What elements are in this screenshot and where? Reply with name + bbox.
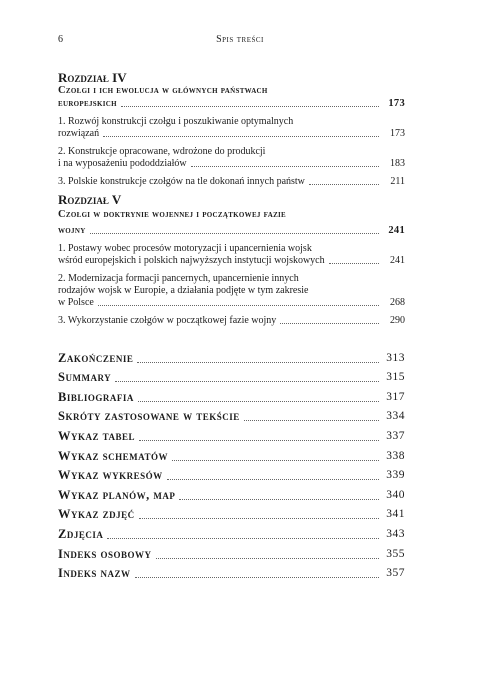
leader-dots (137, 362, 379, 363)
leader-dots (90, 233, 379, 234)
chapter-4-section-2[interactable] (58, 146, 405, 170)
back-matter-page: 339 (386, 469, 405, 482)
back-matter-page: 338 (386, 449, 405, 462)
section-entry (58, 128, 405, 140)
leader-dots (172, 460, 379, 461)
section-page: 183 (390, 158, 405, 169)
leader-dots (135, 577, 380, 578)
section-entry (58, 158, 405, 170)
section-page: 173 (390, 128, 405, 139)
section-line: wśród europejskich i polskich najwyższych instytucji wojskowych (58, 255, 325, 266)
back-matter-title: Wykaz zdjęć (58, 507, 135, 522)
back-matter-page: 340 (386, 488, 405, 501)
section-line: 1. Rozwój konstrukcji czołgu i poszukiwanie optymalnych (58, 116, 294, 127)
section-line: w Polsce (58, 297, 94, 308)
back-matter-item[interactable] (58, 429, 405, 444)
chapter-4-section-3[interactable] (58, 176, 405, 188)
leader-dots (139, 440, 379, 441)
leader-dots (280, 323, 379, 324)
back-matter-item[interactable] (58, 370, 405, 385)
section-page: 211 (390, 176, 405, 187)
chapter-5-title[interactable] (58, 209, 405, 237)
leader-dots (244, 420, 379, 421)
chapter-4-section-1[interactable] (58, 116, 405, 140)
back-matter-title: Indeks osobowy (58, 546, 152, 561)
back-matter-page: 337 (386, 429, 405, 442)
section-page: 290 (390, 315, 405, 326)
section-line: rozwiązań (58, 128, 100, 139)
back-matter-item[interactable] (58, 390, 405, 405)
back-matter-page: 341 (386, 508, 405, 521)
chapter-4-label: Rozdział IV (58, 70, 127, 85)
back-matter-title: Wykaz planów, map (58, 487, 176, 502)
page-number: 6 (58, 34, 63, 45)
leader-dots (103, 136, 379, 137)
back-matter-title: Indeks nazw (58, 566, 131, 581)
back-matter-title: Wykaz schematów (58, 448, 168, 463)
back-matter-item[interactable] (58, 547, 405, 562)
back-matter-title: Skróty zastosowane w tekście (58, 409, 240, 424)
back-matter-item[interactable] (58, 488, 405, 503)
leader-dots (121, 106, 379, 107)
table-of-contents (58, 70, 405, 581)
leader-dots (139, 518, 379, 519)
section-line: 3. Polskie konstrukcje czołgów na tle dokonań innych państw (58, 176, 305, 187)
chapter-5-section-1[interactable] (58, 243, 405, 267)
section-entry (58, 315, 405, 327)
leader-dots (98, 305, 379, 306)
chapter-4-page: 173 (388, 97, 405, 109)
back-matter-page: 357 (386, 567, 405, 580)
back-matter-page: 343 (386, 527, 405, 540)
leader-dots (167, 479, 379, 480)
back-matter-title: Bibliografia (58, 389, 134, 404)
back-matter-item[interactable] (58, 351, 405, 366)
back-matter-title: Zakończenie (58, 350, 134, 365)
section-line: 2. Konstrukcje opracowane, wdrożone do produkcji (58, 146, 266, 157)
chapter-4-title[interactable] (58, 85, 405, 110)
back-matter-item[interactable] (58, 449, 405, 464)
section-line: 2. Modernizacja formacji pancernych, upancernienie innych (58, 273, 299, 284)
back-matter-page: 355 (386, 547, 405, 560)
chapter-5-title-line1: Czołgi w doktrynie wojennej i początkowej fazie (58, 209, 287, 220)
section-page: 268 (390, 297, 405, 308)
back-matter-page: 315 (386, 371, 405, 384)
section-page: 241 (390, 255, 405, 266)
spacer (58, 327, 405, 346)
chapter-4-title-line2: europejskich (58, 97, 117, 109)
back-matter-title: Wykaz wykresów (58, 468, 163, 483)
section-line: 1. Postawy wobec procesów motoryzacji i upancernienia wojsk (58, 243, 312, 254)
section-entry (58, 255, 405, 267)
running-title: Spis treści (216, 34, 264, 45)
leader-dots (115, 381, 379, 382)
section-line: i na wyposażeniu pododdziałów (58, 158, 187, 169)
back-matter-item[interactable] (58, 507, 405, 522)
back-matter-title: Wykaz tabel (58, 428, 135, 443)
back-matter-title: Zdjęcia (58, 526, 104, 541)
chapter-5-title-entry (58, 225, 405, 238)
leader-dots (191, 166, 379, 167)
leader-dots (156, 558, 379, 559)
chapter-5-page: 241 (388, 224, 405, 236)
section-entry (58, 297, 405, 309)
back-matter-title: Summary (58, 370, 112, 385)
leader-dots (329, 263, 379, 264)
chapter-4-title-line1: Czołgi i ich ewolucja w głównych państwach (58, 85, 268, 96)
chapter-5-section-2[interactable] (58, 273, 405, 309)
chapter-5-title-line2: wojny (58, 224, 86, 236)
section-line: 3. Wykorzystanie czołgów w początkowej fazie wojny (58, 315, 277, 326)
back-matter-item[interactable] (58, 566, 405, 581)
leader-dots (107, 538, 379, 539)
chapter-5-label: Rozdział V (58, 192, 122, 207)
chapter-4-title-entry (58, 98, 405, 111)
section-line: rodzajów wojsk w Europie, a działania podjęte w tym zakresie (58, 285, 309, 296)
section-entry (58, 176, 405, 188)
chapter-5-section-3[interactable] (58, 315, 405, 327)
leader-dots (138, 401, 379, 402)
back-matter-page: 334 (386, 410, 405, 423)
back-matter-page: 313 (386, 351, 405, 364)
back-matter-item[interactable] (58, 527, 405, 542)
back-matter-item[interactable] (58, 468, 405, 483)
back-matter-item[interactable] (58, 409, 405, 424)
leader-dots (179, 499, 379, 500)
back-matter-page: 317 (386, 390, 405, 403)
leader-dots (309, 184, 379, 185)
